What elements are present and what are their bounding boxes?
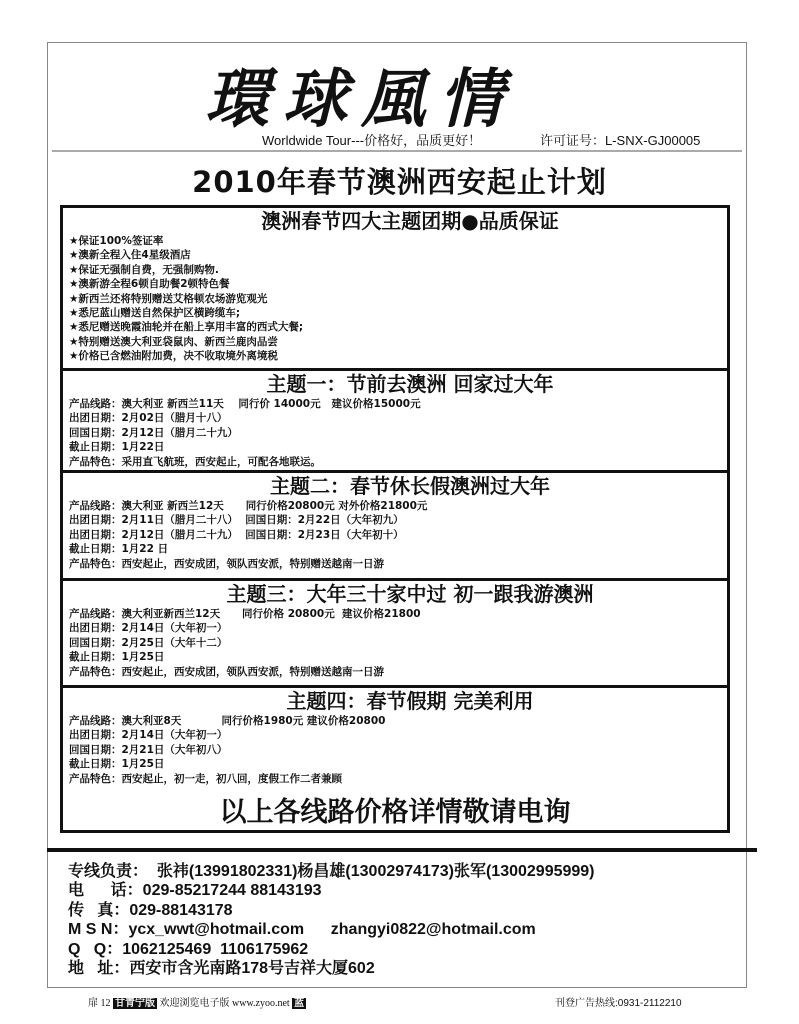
feature-item: ★悉尼赠送晚霞油轮并在船上享用丰富的西式大餐; [69,321,304,334]
theme-detail-line: 出团日期：2月14日（大年初一） [69,622,228,635]
contact-line: 地 址：西安市含光南路178号吉祥大厦602 [68,960,375,978]
theme-detail-line: 产品特色：采用直飞航班，西安起止，可配各地联运。 [69,455,321,468]
feature-list [63,234,727,364]
theme-detail-line: 回国日期：2月21日（大年初八） [69,743,228,756]
theme-box-1 [60,368,730,473]
theme-detail-line: 出团日期：2月14日（大年初一） [69,729,228,742]
theme-detail-line: 出团日期：2月12日（腊月二十九） 回国日期：2月23日（大年初十） [69,528,404,541]
theme-box-3 [60,578,730,688]
tagline: Worldwide Tour---价格好，品质更好！ [262,133,482,148]
feature-item: ★保证无强制自费，无强制购物. [69,263,219,276]
theme-detail-line: 产品特色：西安起止，西安成团，领队西安派，特别赠送越南一日游 [69,665,384,678]
theme-box-2 [60,470,730,581]
theme-heading: 主题三：大年三十家中过 初一跟我游澳洲 [226,582,594,606]
website-text: 欢迎浏览电子版 www.zyoo.net [159,998,290,1009]
theme-detail-line: 出团日期：2月02日（腊月十八） [69,412,228,425]
page-number: 扉 12 [88,998,111,1009]
contact-line: 专线负责： 张祎(13991802331)杨昌雄(13002974173)张军(13002995999) [68,863,595,880]
contact-line: 电 话：029-85217244 88143193 [68,882,322,900]
logo: 環球風情 [205,62,517,137]
contact-info [68,862,595,978]
theme-detail-line: 产品特色：西安起止，西安成团，领队西安派，特别赠送越南一日游 [69,557,384,570]
feature-item: ★澳新游全程6顿自助餐2顿特色餐 [69,278,230,291]
theme-detail-line: 截止日期：1月25日 [69,758,165,771]
theme-detail-line: 产品线路：澳大利亚 新西兰12天 同行价格20800元 对外价格21800元 [69,500,428,512]
theme-detail-line: 产品线路：澳大利亚新西兰12天 同行价格 20800元 建议价格21800 [69,608,421,620]
feature-item: ★悉尼蓝山赠送自然保护区横跨缆车; [69,307,241,320]
footer-left [88,994,306,1009]
page-title: 2010年春节澳洲西安起止计划 [192,165,607,199]
contact-line: 传 真：029-88143178 [68,901,233,919]
theme-detail-line: 截止日期：1月25日 [69,651,165,664]
theme-detail-line: 截止日期：1月22日 [69,441,165,454]
theme-heading: 主题二：春节休长假澳洲过大年 [270,474,550,498]
contact-line: Q Q：1062125469 1106175962 [68,940,309,958]
theme-detail-line: 截止日期：1月22 日 [69,543,169,556]
inquiry-note: 以上各线路价格详情敬请电询 [219,797,571,829]
divider [52,150,742,152]
feature-item: ★价格已含燃油附加费，决不收取境外离境税 [69,350,278,363]
feature-item: ★澳新全程入住4星级酒店 [69,249,191,262]
theme-detail-line: 回国日期：2月12日（腊月二十九） [69,426,238,439]
theme-detail-line: 产品特色：西安起止，初一走，初八回，度假工作二者兼顾 [69,772,342,785]
ad-hotline: 刊登广告热线:0931-2112210 [555,998,682,1009]
feature-item: ★保证100%签证率 [69,235,164,247]
theme-box-4 [60,685,730,833]
theme-heading: 主题一：节前去澳洲 回家过大年 [266,372,554,396]
theme-detail-line: 回国日期：2月25日（大年十二） [69,636,228,649]
license-number: 许可证号：L-SNX-GJ00005 [540,133,701,148]
feature-item: ★新西兰还将特别赠送艾格顿农场游览观光 [69,292,268,305]
theme-detail-line: 出团日期：2月11日（腊月二十八） 回国日期：2月22日（大年初九） [69,514,404,527]
intro-heading: 澳洲春节四大主题团期●品质保证 [261,209,559,233]
divider-thick [47,848,757,852]
mark-badge: 蓝 [294,998,305,1009]
theme-heading: 主题四：春节假期 完美利用 [286,689,534,713]
theme-detail-line: 产品线路：澳大利亚8天 同行价格1980元 建议价格20800 [69,715,386,727]
contact-line: M S N：ycx_wwt@hotmail.com zhangyi0822@hotmail.com [68,921,536,939]
feature-item: ★特别赠送澳大利亚袋鼠肉、新西兰鹿肉品尝 [69,335,278,348]
intro-box [60,205,730,371]
theme-detail-line: 产品线路：澳大利亚 新西兰11天 同行价 14000元 建议价格15000元 [69,398,421,410]
edition-badge: 甘青宁版 [115,998,155,1009]
